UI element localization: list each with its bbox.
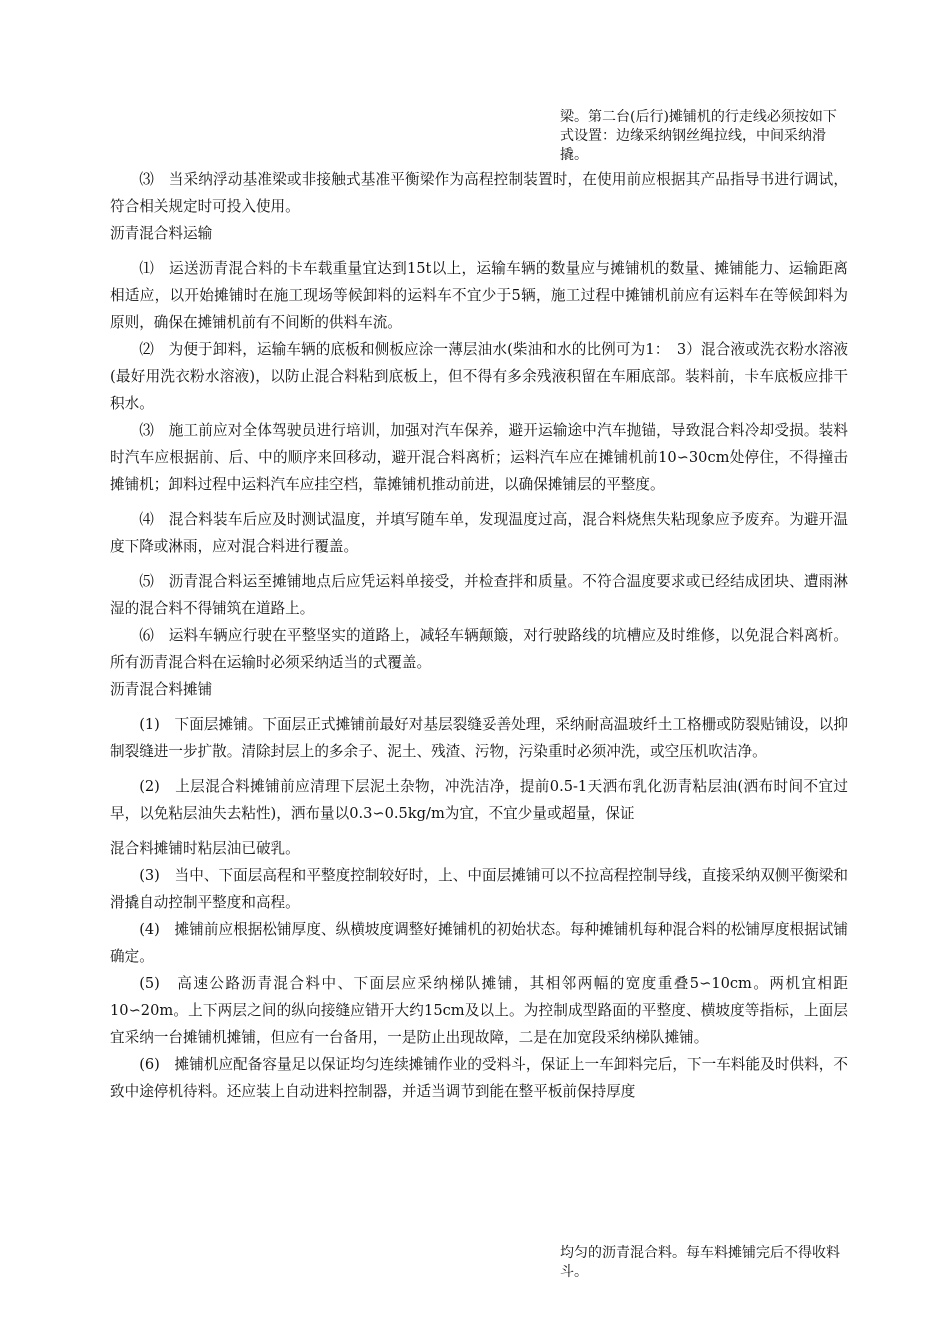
paragraph-transport-4: ⑷ 混合料装车后应及时测试温度，并填写随车单，发现温度过高，混合料烧焦失粘现象应予废弃。为避开温度下降或淋雨，应对混合料进行覆盖。 bbox=[110, 511, 848, 555]
paragraph-transport-6: ⑹ 运料车辆应行驶在平整坚实的道路上，减轻车辆颠簸，对行驶路线的坑槽应及时维修，以免混合料离析。所有沥青混合料在运输时必须采纳适当的式覆盖。 bbox=[110, 627, 848, 671]
paragraph-paving-6: (6) 摊铺机应配备容量足以保证均匀连续摊铺作业的受料斗，保证上一车卸料完后，下一车料能及时供料，不致中途停机待料。还应装上自动进料控制器，并适当调节到能在整平板前保持厚度 bbox=[110, 1056, 848, 1100]
paragraph-paving-5: (5) 高速公路沥青混合料中、下面层应采纳梯队摊铺，其相邻两幅的宽度重叠5∽10cm。两机宜相距10∽20m。上下两层之间的纵向接缝应错开大约15cm及以上。为控制成型路面的平整度、横坡度等指标，上面层宜采纳一台摊铺机摊铺，但应有一台备用，一是防止出现故障，二是在加宽段采纳梯队摊铺。 bbox=[110, 975, 848, 1046]
section-heading-transport: 沥青混合料运输 bbox=[110, 225, 213, 242]
paragraph-paving-2: (2) 上层混合料摊铺前应清理下层泥土杂物，冲洗洁净，提前0.5-1天洒布乳化沥青粘层油(洒布时间不宜过早，以免粘层油失去粘性)，洒布量以0.3∽0.5kg/m为宜，不宜少量或超量，保证 bbox=[110, 778, 848, 822]
paragraph-transport-1: ⑴ 运送沥青混合料的卡车载重量宜达到15t以上，运输车辆的数量应与摊铺机的数量、摊铺能力、运输距离相适应，以开始摊铺时在施工现场等候卸料的运料车不宜少于5辆，施工过程中摊铺机前应有运料车在等候卸料为原则，确保在摊铺机前有不间断的供料车流。 bbox=[110, 260, 848, 331]
paragraph-paving-4: (4) 摊铺前应根据松铺厚度、纵横坡度调整好摊铺机的初始状态。每种摊铺机每种混合料的松铺厚度根据试铺确定。 bbox=[110, 921, 848, 965]
paragraph-transport-2: ⑵ 为便于卸料，运输车辆的底板和侧板应涂一薄层油水(柴油和水的比例可为1： 3）混合液或洗衣粉水溶液(最好用洗衣粉水溶液)，以防止混合料粘到底板上，但不得有多余残液积留在车厢底部。装料前，卡车底板应排干积水。 bbox=[110, 341, 848, 412]
paragraph-3-control-device: ⑶ 当采纳浮动基准梁或非接触式基准平衡梁作为高程控制装置时，在使用前应根据其产品指导书进行调试，符合相关规定时可投入使用。 bbox=[110, 171, 848, 215]
paragraph-transport-5: ⑸ 沥青混合料运至摊铺地点后应凭运料单接受，并检查拌和质量。不符合温度要求或已经结成团块、遭雨淋湿的混合料不得铺筑在道路上。 bbox=[110, 573, 848, 617]
paragraph-paving-1: (1) 下面层摊铺。下面层正式摊铺前最好对基层裂缝妥善处理，采纳耐高温玻纤土工格栅或防裂贴铺设，以抑制裂缝进一步扩散。清除封层上的多余子、泥土、残渣、污物，污染重时必须冲洗，或空压机吹洁净。 bbox=[110, 716, 848, 760]
body-text bbox=[110, 166, 848, 1105]
margin-note-top: 梁。第二台(后行)摊铺机的行走线必须按如下式设置：边缘采纳钢丝绳拉线，中间采纳滑撬。 bbox=[560, 109, 837, 163]
paragraph-transport-3: ⑶ 施工前应对全体驾驶员进行培训，加强对汽车保养，避开运输途中汽车抛锚，导致混合料冷却受损。装料时汽车应根据前、后、中的顺序来回移动，避开混合料离析；运料汽车应在摊铺机前10∽30cm处停住，不得撞击摊铺机；卸料过程中运料汽车应挂空档，靠摊铺机推动前进，以确保摊铺层的平整度。 bbox=[110, 422, 848, 493]
section-heading-paving: 沥青混合料摊铺 bbox=[110, 681, 213, 698]
margin-note-bottom: 均匀的沥青混合料。每车料摊铺完后不得收料斗。 bbox=[560, 1245, 840, 1280]
paragraph-paving-2-continued: 混合料摊铺时粘层油已破乳。 bbox=[110, 840, 300, 857]
paragraph-paving-3: (3) 当中、下面层高程和平整度控制较好时，上、中面层摊铺可以不拉高程控制导线，直接采纳双侧平衡梁和滑撬自动控制平整度和高程。 bbox=[110, 867, 848, 911]
